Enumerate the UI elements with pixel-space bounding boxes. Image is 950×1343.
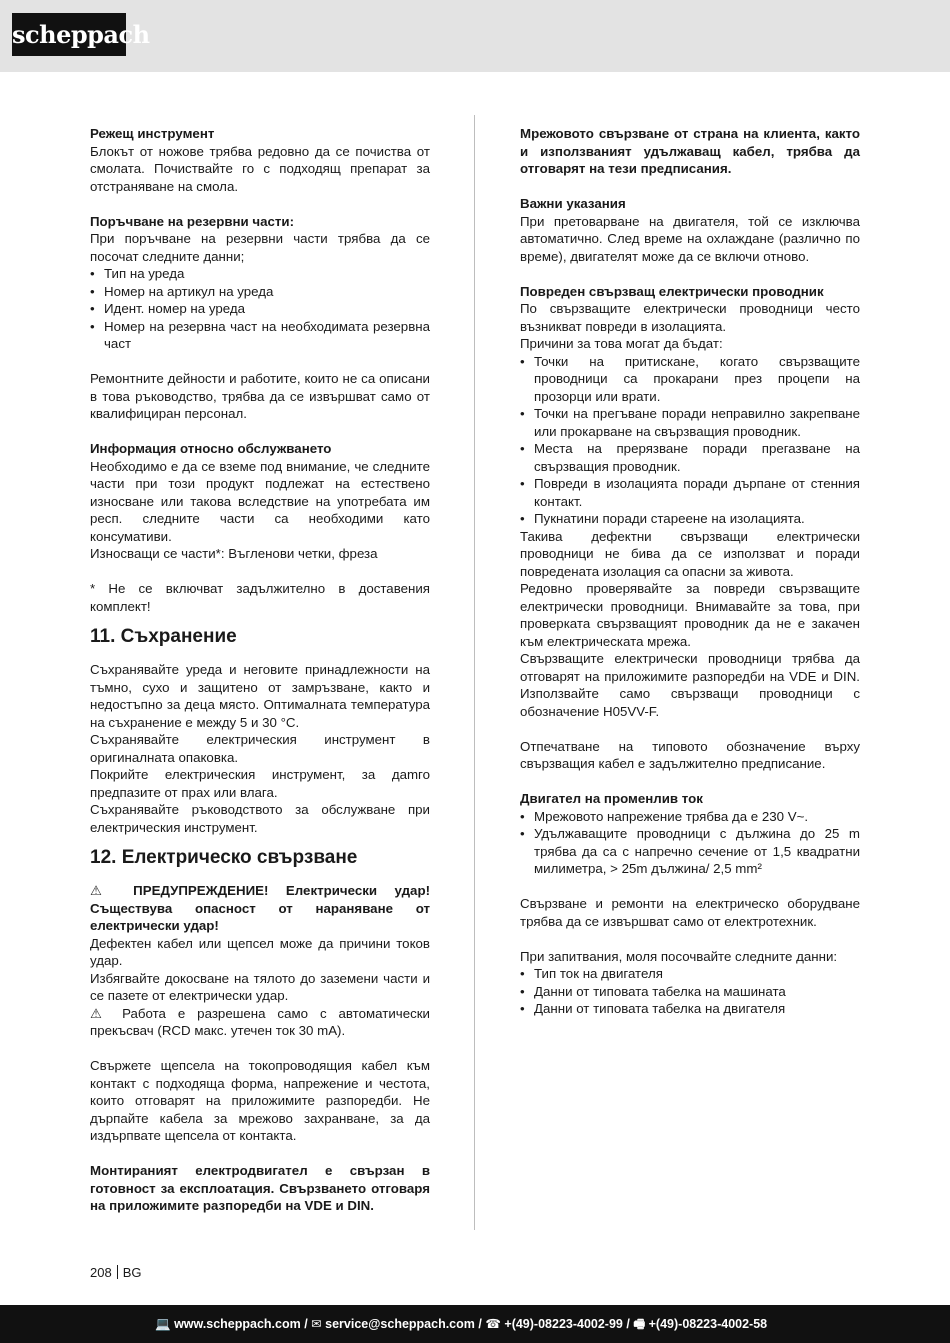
page-language: BG xyxy=(122,1265,142,1280)
list-item: • Тип ток на двигателя xyxy=(520,965,860,983)
fax-icon: 🖷 xyxy=(633,1317,646,1331)
storage-p3: Покрийте електрическия инструмент, за дamго предпазите от прах или влага. xyxy=(90,767,430,800)
footnote: * Не се включват задължително в доставения комплект! xyxy=(90,581,430,614)
computer-icon: 💻 xyxy=(155,1317,171,1331)
list-item: • Данни от типовата табелка на двигателя xyxy=(520,1000,860,1018)
column-divider xyxy=(474,115,475,1230)
list-item: • Пукнатини поради стареене на изолацията. xyxy=(520,510,860,528)
footer-separator: / xyxy=(626,1317,634,1331)
list-item: • Точки на прегъване поради неправилно закрепване или прокарване на свързващия проводник. xyxy=(520,405,860,440)
storage-p2: Съхранявайте електрическия инструмент в оригиналната опаковка. xyxy=(90,732,430,765)
damaged-p2: Причини за това могат да бъдат: xyxy=(520,336,723,351)
footer-separator: / xyxy=(478,1317,486,1331)
motor-list xyxy=(520,808,860,878)
electrical-p3: ⚠ Работа е разрешена само с автоматически прекъсвач (RCD макс. утечен ток 30 mA). xyxy=(90,1005,430,1038)
list-item: • Номер на резервна част на необходимата резервна част xyxy=(90,318,430,353)
damaged-p1: По свързващите електрически проводници често възникват повреди в изолацията. xyxy=(520,301,860,334)
list-item: • Идент. номер на уреда xyxy=(90,300,430,318)
damaged-p5: Свързващите електрически проводници трябва да отговарят на приложимите разпоредби на VDE и DIN. Използвайте само свързващи проводници с обозначение H05VV-F. xyxy=(520,651,860,719)
electrical-heading: 12. Електрическо свързване xyxy=(90,847,358,868)
electrical-p5: Монтираният електродвигател е свързан в готовност за експлоатация. Свързването отговаря на приложимите разпоредби на VDE и DIN. xyxy=(90,1163,430,1213)
cut-tool-text: Блокът от ножове трябва редовно да се почиства от смолата. Почиствайте го с подходящ препарат за отстраняване на смола. xyxy=(90,143,430,194)
electrical-p2: Избягвайте докосване на тялото до заземени части и се пазете от електрически удар. xyxy=(90,970,430,1003)
footer-email[interactable]: service@scheppach.com xyxy=(325,1317,475,1331)
motor-p2: При запитвания, моля посочвайте следните данни: xyxy=(520,948,838,964)
page-header xyxy=(0,0,950,72)
important-text: При претоварване на двигателя, той се изключва автоматично. След време на охлаждане (различно по време), двигателят може да се включи отново. xyxy=(520,213,860,264)
page-number-value: 208 xyxy=(90,1265,112,1280)
storage-heading: 11. Съхранение xyxy=(90,626,237,647)
damage-causes-list xyxy=(520,353,860,528)
damaged-cable-title: Повреден свързващ електрически проводник xyxy=(520,283,824,299)
motor-title: Двигател на променлив ток xyxy=(520,791,703,806)
electrical-p1: Дефектен кабел или щепсел може да причини токов удар. xyxy=(90,935,430,968)
wear-parts-text: Износващи се части*: Въгленови четки, фреза xyxy=(90,546,378,561)
spare-parts-list xyxy=(90,265,430,353)
electrical-p4: Свържете щепсела на токопроводящия кабел към контакт с подходяща форма, напрежение и честота, които отговарят на приложимите разпоредби. Не дърпайте кабела за мрежово захранване, за да издърпвате щепсела от контакта. xyxy=(90,1058,430,1143)
storage-p4: Съхранявайте ръководството за обслужване при електрическия инструмент. xyxy=(90,802,430,835)
repair-text: Ремонтните дейности и работите, които не са описани в това ръководство, трябва да се извършват само от квалифициран персонал. xyxy=(90,371,430,421)
list-item: • Мрежовото напрежение трябва да е 230 V~. xyxy=(520,808,860,826)
footer-fax: +(49)-08223-4002-58 xyxy=(648,1317,768,1331)
storage-p1: Съхранявайте уреда и неговите принадлежности на тъмно, сухо и защитено от замръзване, както и недостъпно за деца място. Оптималната температура на съхранение е между 5 и 30 °C. xyxy=(90,662,430,730)
footer-website[interactable]: www.scheppach.com xyxy=(174,1317,301,1331)
list-item: • Места на прерязване поради прегазване на свързващия проводник. xyxy=(520,440,860,475)
electrical-warning: ⚠ ПРЕДУПРЕЖДЕНИЕ! Електрически удар! Съществува опасност от нараняване от електрически удар! xyxy=(90,883,430,933)
spare-parts-title: Поръчване на резервни части: xyxy=(90,213,295,229)
damaged-p3: Такива дефектни свързващи електрически проводници не бива да се използват и поради повредената изолация са опасни за живота. xyxy=(520,528,860,579)
spare-parts-text: При поръчване на резервни части трябва да се посочат следните данни; xyxy=(90,231,430,264)
footer-phone: +(49)-08223-4002-99 xyxy=(504,1317,623,1331)
list-item: • Повреди в изолацията поради дърпане от стенния контакт. xyxy=(520,475,860,510)
motor-p1: Свързване и ремонти на електрическо оборудване трябва да се извършват само от електротехник. xyxy=(520,896,860,929)
list-item: • Тип на уреда xyxy=(90,265,430,283)
service-title: Информация относно обслужването xyxy=(90,441,332,456)
right-column xyxy=(520,125,860,1018)
page-number-separator xyxy=(117,1265,118,1279)
phone-icon: ☎ xyxy=(485,1317,501,1331)
service-text: Необходимо е да се вземе под внимание, че следните части при този продукт подлежат на естествено износване или такова вследствие на употребата им респ. следните части са необходими като консумативи. xyxy=(90,458,430,544)
damaged-p4: Редовно проверявайте за повреди свързващите електрически проводници. Внимавайте за това, при проверката свързващият проводник да не е закачен към електрическата мрежа. xyxy=(520,581,860,649)
page-number xyxy=(90,1265,142,1280)
inquiry-list xyxy=(520,965,860,1018)
list-item: • Номер на артикул на уреда xyxy=(90,283,430,301)
customer-connection-text: Мрежовото свързване от страна на клиента, както и използваният удължаващ кабел, трябва да отговарят на тези предписания. xyxy=(520,126,860,176)
brand-logo: scheppach xyxy=(12,13,126,56)
page-footer xyxy=(0,1305,950,1343)
left-column xyxy=(90,125,430,1215)
list-item: • Данни от типовата табелка на машината xyxy=(520,983,860,1001)
list-item: • Удължаващите проводници с дължина до 25 m трябва да са с напречно сечение от 1,5 квадратни милиметра, > 25m дължина/ 2,5 mm² xyxy=(520,825,860,878)
important-title: Важни указания xyxy=(520,196,626,211)
damaged-p6: Отпечатване на типовото обозначение върху свързващия кабел е задължително предписание. xyxy=(520,738,860,771)
mail-icon: ✉ xyxy=(311,1317,322,1331)
cut-tool-title: Режещ инструмент xyxy=(90,126,215,141)
footer-separator: / xyxy=(304,1317,312,1331)
list-item: • Точки на притискане, когато свързващите проводници са прокарани през процепи на прозорци или врати. xyxy=(520,353,860,406)
